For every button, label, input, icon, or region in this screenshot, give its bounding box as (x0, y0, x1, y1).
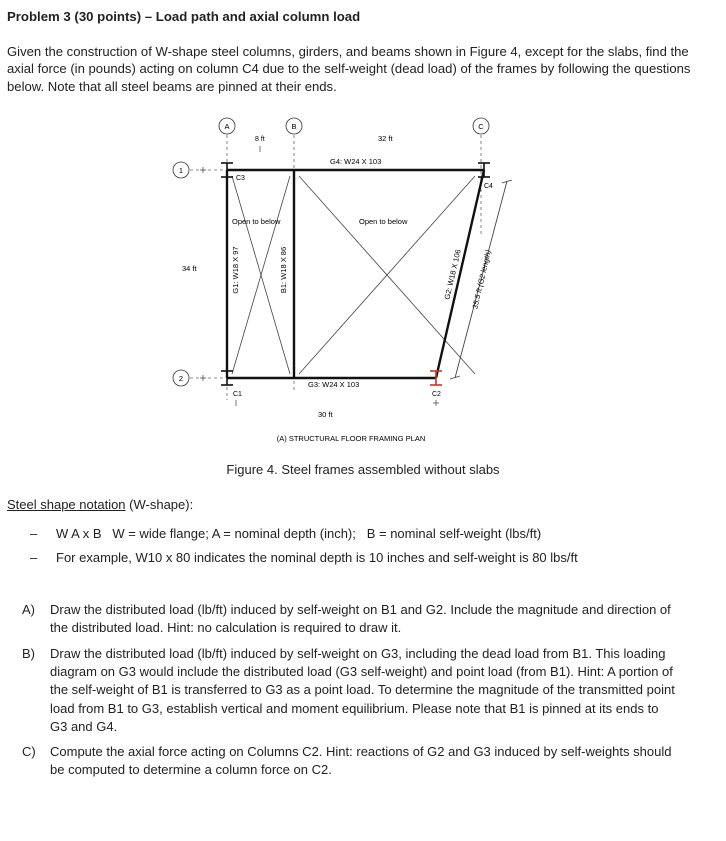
framing-plan-figure (0, 108, 726, 453)
svg-text:B: B (291, 122, 297, 131)
svg-text:1: 1 (178, 166, 184, 175)
g4-label: G4: W24 X 103 (330, 157, 382, 166)
bullet-text: W A x B W = wide flange; A = nominal depth (inch); B = nominal self-weight (lbs/ft) (56, 526, 542, 541)
question-a (22, 601, 678, 637)
c3-label: C3 (236, 175, 245, 182)
open-to-below-left: Open to below (232, 217, 281, 226)
bullet-dash: – (30, 526, 38, 541)
notation-heading-suffix: (W-shape): (125, 497, 194, 512)
b1-label: B1: W18 X 86 (279, 246, 288, 294)
open-to-below-marks (232, 176, 475, 374)
question-b (22, 645, 678, 736)
open-to-below-right: Open to below (359, 217, 408, 226)
g1-label: G1: W18 X 97 (231, 246, 240, 294)
frame-members (227, 170, 484, 378)
notation-heading (7, 497, 193, 512)
dim-32ft: 32 ft (378, 134, 393, 143)
question-label: B) (22, 646, 35, 661)
bullet-dash: – (30, 550, 38, 565)
svg-text:2: 2 (178, 374, 184, 383)
dim-g2-length: 35.5 ft (G2 length) (470, 248, 493, 310)
problem-title: Problem 3 (30 points) – Load path and axial column load (7, 9, 361, 24)
g2-label: G2: W18 X 106 (442, 248, 463, 301)
question-text: Draw the distributed load (lb/ft) induced by self-weight on B1 and G2. Include the magnitude and direction of the distributed load. Hint: no calculation is required to draw it. (50, 602, 671, 636)
svg-text:C: C (478, 122, 484, 131)
question-label: A) (22, 602, 35, 617)
notation-heading-title: Steel shape notation (7, 497, 126, 512)
question-text: Draw the distributed load (lb/ft) induced by self-weight on G3, including the dead load from B1. This loading diagram on G3 would include the distributed load (G3 self-weight) and point load (from B1). Hint: A portion of the self-weight of B1 is transferred to G3 as a point load. To determine the magnitude of the transmitted point load from B1 to G3, establish vertical and moment equilibrium. Please note that B1 is pinned at its ends to G3 and G4. (50, 646, 675, 734)
c2-label: C2 (432, 391, 441, 398)
grid-bubble-b (286, 118, 302, 134)
grid-bubble-a (219, 118, 235, 134)
dim-30ft: 30 ft (318, 410, 333, 419)
grid-bubble-c (473, 118, 489, 134)
grid-bubble-2 (173, 370, 189, 386)
problem-intro: Given the construction of W-shape steel columns, girders, and beams shown in Figure 4, except for the slabs, find the axial force (in pounds) acting on column C4 due to the self-weight (dead load) of the frames by following the questions below. Note that all steel beams are pinned at their ends. (7, 44, 691, 94)
question-label: C) (22, 744, 36, 759)
question-text: Compute the axial force acting on Columns C2. Hint: reactions of G2 and G3 induced by self-weights should be computed to determine a column force on C2. (50, 744, 672, 778)
bullet-text: For example, W10 x 80 indicates the nominal depth is 10 inches and self-weight is 80 lbs/ft (56, 550, 578, 565)
figure-caption: Figure 4. Steel frames assembled without slabs (226, 462, 500, 477)
svg-text:A: A (224, 122, 230, 131)
plan-caption: (A) STRUCTURAL FLOOR FRAMING PLAN (276, 434, 426, 443)
g3-label: G3: W24 X 103 (308, 380, 360, 389)
c4-label: C4 (484, 183, 493, 190)
c1-label: C1 (233, 391, 242, 398)
grid-bubble-1 (173, 162, 189, 178)
beam-g2 (436, 170, 484, 378)
dim-8ft: 8 ft (255, 136, 265, 143)
dim-34ft: 34 ft (182, 264, 197, 273)
question-c (22, 743, 678, 779)
